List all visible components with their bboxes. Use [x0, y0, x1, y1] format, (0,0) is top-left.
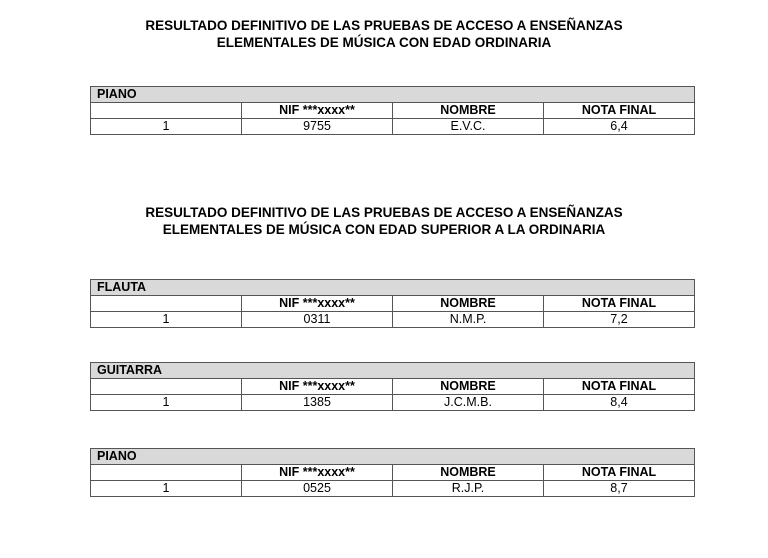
title-line: ELEMENTALES DE MÚSICA CON EDAD ORDINARIA: [216, 35, 552, 50]
header-rank: [91, 379, 242, 395]
table-header-row: [91, 465, 695, 481]
section-1-title: [0, 17, 768, 51]
results-table-piano-ordinaria: [90, 86, 695, 135]
table-row: [91, 395, 695, 411]
cell-rank: 1: [91, 395, 242, 411]
results-table-piano-superior: [90, 448, 695, 497]
header-rank: [91, 296, 242, 312]
header-nif: NIF ***xxxx**: [242, 379, 393, 395]
title-line: ELEMENTALES DE MÚSICA CON EDAD SUPERIOR A LA ORDINARIA: [162, 222, 606, 237]
header-nota: NOTA FINAL: [544, 103, 695, 119]
cell-nota: 8,7: [544, 481, 695, 497]
header-nota: NOTA FINAL: [544, 379, 695, 395]
cell-nombre: R.J.P.: [393, 481, 544, 497]
table-row: [91, 119, 695, 135]
cell-nombre: E.V.C.: [393, 119, 544, 135]
header-nombre: NOMBRE: [393, 379, 544, 395]
header-nota: NOTA FINAL: [544, 296, 695, 312]
header-nombre: NOMBRE: [393, 296, 544, 312]
header-nombre: NOMBRE: [393, 465, 544, 481]
section-2-title: [0, 204, 768, 238]
cell-nombre: J.C.M.B.: [393, 395, 544, 411]
table-header-row: [91, 103, 695, 119]
cell-rank: 1: [91, 481, 242, 497]
header-nif: NIF ***xxxx**: [242, 465, 393, 481]
cell-nombre: N.M.P.: [393, 312, 544, 328]
header-rank: [91, 103, 242, 119]
table-header-row: [91, 379, 695, 395]
cell-rank: 1: [91, 312, 242, 328]
instrument-name: PIANO: [91, 449, 695, 465]
title-line: RESULTADO DEFINITIVO DE LAS PRUEBAS DE ACCESO A ENSEÑANZAS: [145, 205, 623, 220]
header-nif: NIF ***xxxx**: [242, 103, 393, 119]
cell-nota: 7,2: [544, 312, 695, 328]
instrument-name: GUITARRA: [91, 363, 695, 379]
instrument-name: PIANO: [91, 87, 695, 103]
header-nombre: NOMBRE: [393, 103, 544, 119]
cell-nif: 9755: [242, 119, 393, 135]
cell-nif: 0525: [242, 481, 393, 497]
cell-nota: 8,4: [544, 395, 695, 411]
results-table-guitarra: [90, 362, 695, 411]
table-header-row: [91, 296, 695, 312]
cell-nota: 6,4: [544, 119, 695, 135]
title-line: RESULTADO DEFINITIVO DE LAS PRUEBAS DE ACCESO A ENSEÑANZAS: [145, 18, 623, 33]
instrument-name: FLAUTA: [91, 280, 695, 296]
table-row: [91, 312, 695, 328]
cell-nif: 0311: [242, 312, 393, 328]
header-nif: NIF ***xxxx**: [242, 296, 393, 312]
cell-rank: 1: [91, 119, 242, 135]
table-row: [91, 481, 695, 497]
header-rank: [91, 465, 242, 481]
header-nota: NOTA FINAL: [544, 465, 695, 481]
results-table-flauta: [90, 279, 695, 328]
cell-nif: 1385: [242, 395, 393, 411]
